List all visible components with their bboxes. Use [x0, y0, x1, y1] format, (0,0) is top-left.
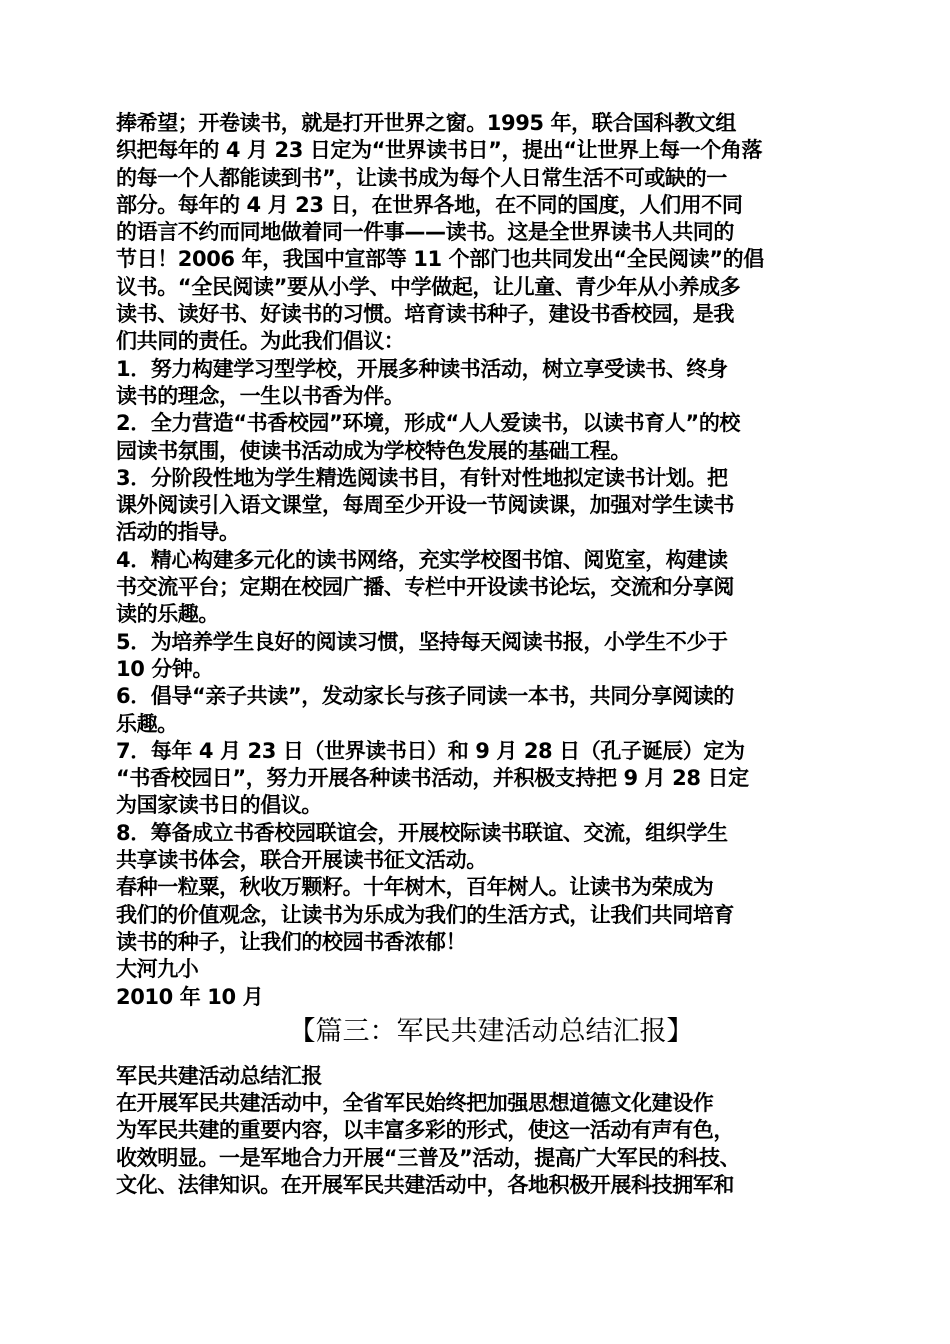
proposal-line: 课外阅读引入语文课堂，每周至少开设一节阅读课，加强对学生读书: [116, 493, 734, 518]
proposal-line: 10 分钟。: [116, 656, 214, 681]
text-line: 节日！2006 年，我国中宣部等 11 个部门也共同发出“全民阅读”的倡: [116, 247, 764, 272]
summary-title: 军民共建活动总结汇报: [116, 1063, 322, 1088]
signature-school: 大河九小: [116, 957, 199, 982]
proposal-line: 读书的理念，一生以书香为伴。: [116, 383, 405, 408]
closing-line: 读书的种子，让我们的校园书香浓郁！: [116, 929, 467, 954]
proposal-line: 活动的指导。: [116, 520, 240, 545]
proposal-line: 6．倡导“亲子共读”，发动家长与孩子同读一本书，共同分享阅读的: [116, 684, 734, 709]
proposal-line: 共享读书体会，联合开展读书征文活动。: [116, 848, 487, 873]
proposal-line: 为国家读书日的倡议。: [116, 793, 322, 818]
document-page: [116, 110, 836, 1199]
summary-line: 文化、法律知识。在开展军民共建活动中，各地积极开展科技拥军和: [116, 1172, 734, 1197]
closing-line: 我们的价值观念，让读书为乐成为我们的生活方式，让我们共同培育: [116, 902, 734, 927]
summary-line: 为军民共建的重要内容，以丰富多彩的形式，使这一活动有声有色，: [116, 1118, 734, 1143]
summary-line: 收效明显。一是军地合力开展“三普及”活动，提高广大军民的科技、: [116, 1145, 741, 1170]
text-line: 织把每年的 4 月 23 日定为“世界读书日”，提出“让世界上每一个角落: [116, 138, 763, 163]
section-heading: 【篇三：军民共建活动总结汇报】: [288, 1015, 694, 1047]
proposal-line: 1．努力构建学习型学校，开展多种读书活动，树立享受读书、终身: [116, 356, 728, 381]
proposal-line: 乐趣。: [116, 711, 178, 736]
text-line: 捧希望；开卷读书，就是打开世界之窗。1995 年，联合国科教文组: [116, 111, 736, 135]
text-line: 议书。“全民阅读”要从小学、中学做起，让儿童、青少年从小养成多: [116, 274, 741, 299]
text-line: 部分。每年的 4 月 23 日，在世界各地，在不同的国度，人们用不同: [116, 192, 743, 217]
text-line: 的每一个人都能读到书”，让读书成为每个人日常生活不可或缺的一: [116, 165, 727, 190]
proposal-line: 读的乐趣。: [116, 602, 219, 627]
proposal-line: 8．筹备成立书香校园联谊会，开展校际读书联谊、交流，组织学生: [116, 820, 728, 845]
summary-line: 在开展军民共建活动中，全省军民始终把加强思想道德文化建设作: [116, 1091, 714, 1116]
intro-paragraph: [116, 110, 836, 356]
proposal-line: 3．分阶段性地为学生精选阅读书目，有针对性地拟定读书计划。把: [116, 465, 728, 490]
proposal-line: 7．每年 4 月 23 日（世界读书日）和 9 月 28 日（孔子诞辰）定为: [116, 738, 745, 763]
proposal-line: 书交流平台；定期在校园广播、专栏中开设读书论坛，交流和分享阅: [116, 575, 734, 600]
text-line: 读书、读好书、好读书的习惯。培育读书种子，建设书香校园，是我: [116, 302, 734, 327]
closing-line: 春种一粒粟，秋收万颗籽。十年树木，百年树人。让读书为荣成为: [116, 875, 714, 900]
text-line: 们共同的责任。为此我们倡议：: [116, 329, 405, 354]
proposal-line: 5．为培养学生良好的阅读习惯，坚持每天阅读书报，小学生不少于: [116, 629, 728, 654]
proposal-line: 4．精心构建多元化的读书网络，充实学校图书馆、阅览室，构建读: [116, 547, 728, 572]
text-line: 的语言不约而同地做着同一件事——读书。这是全世界读书人共同的: [116, 220, 734, 245]
proposal-line: “书香校园日”，努力开展各种读书活动，并积极支持把 9 月 28 日定: [116, 766, 749, 791]
proposal-line: 2．全力营造“书香校园”环境，形成“人人爱读书，以读书育人”的校: [116, 411, 741, 436]
proposal-list: [116, 356, 836, 1011]
signature-date: 2010 年 10 月: [116, 984, 264, 1009]
proposal-line: 园读书氛围，使读书活动成为学校特色发展的基础工程。: [116, 438, 631, 463]
summary-section: [116, 1063, 836, 1199]
